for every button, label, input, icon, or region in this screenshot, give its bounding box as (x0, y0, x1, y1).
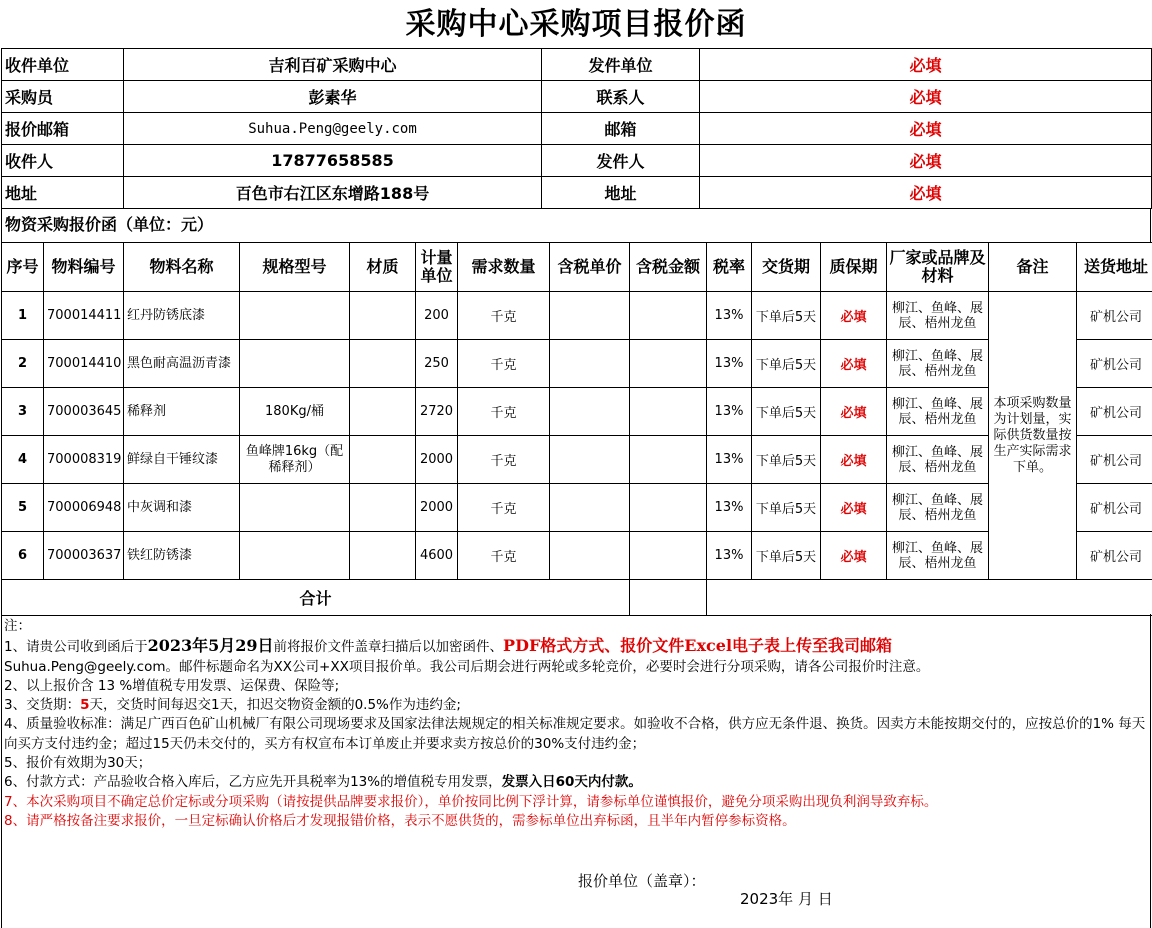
cell-empty (550, 340, 630, 388)
required-field: 必填 (700, 145, 1152, 177)
cell-brand: 柳江、鱼峰、展辰、梧州龙鱼 (887, 340, 989, 388)
cell-empty (630, 292, 707, 340)
info-label-2: 地址 (542, 177, 700, 209)
cell-tax: 13% (707, 532, 752, 580)
cell-name: 鲜绿自干锤纹漆 (124, 436, 240, 484)
cell-code: 700003637 (44, 532, 124, 580)
total-label: 合计 (2, 580, 630, 616)
total-amount (630, 580, 707, 616)
cell-spec: 180Kg/桶 (240, 388, 350, 436)
cell-warranty: 必填 (821, 484, 887, 532)
cell-empty (550, 436, 630, 484)
cell-code: 700014411 (44, 292, 124, 340)
table-row (2, 292, 1152, 340)
total-row (2, 580, 1152, 616)
column-header: 需求数量 (458, 243, 550, 292)
column-header: 交货期 (752, 243, 821, 292)
cell-tax: 13% (707, 484, 752, 532)
info-value: Suhua.Peng@geely.com (124, 113, 542, 145)
cell-no: 6 (2, 532, 44, 580)
cell-address: 矿机公司 (1077, 292, 1152, 340)
cell-no: 2 (2, 340, 44, 388)
info-label-2: 邮箱 (542, 113, 700, 145)
column-header: 送货地址 (1077, 243, 1152, 292)
cell-unit: 200 (416, 292, 458, 340)
signature-label: 报价单位（盖章）： (578, 872, 706, 890)
cell-brand: 柳江、鱼峰、展辰、梧州龙鱼 (887, 292, 989, 340)
column-header: 质保期 (821, 243, 887, 292)
page-title: 采购中心采购项目报价函 (405, 7, 747, 42)
cell-material (350, 436, 416, 484)
cell-empty (630, 388, 707, 436)
cell-delivery: 下单后5天 (752, 388, 821, 436)
cell-material (350, 388, 416, 436)
cell-qty: 千克 (458, 388, 550, 436)
table-row (2, 484, 1152, 532)
required-field: 必填 (700, 81, 1152, 113)
cell-tax: 13% (707, 340, 752, 388)
required-field: 必填 (700, 177, 1152, 209)
column-header: 计量单位 (416, 243, 458, 292)
cell-tax: 13% (707, 436, 752, 484)
remark-cell: 本项采购数量为计划量，实际供货数量按生产实际需求下单。 (989, 292, 1077, 580)
cell-no: 3 (2, 388, 44, 436)
total-rest (707, 580, 1152, 616)
info-row (2, 145, 1152, 177)
column-header: 税率 (707, 243, 752, 292)
cell-brand: 柳江、鱼峰、展辰、梧州龙鱼 (887, 532, 989, 580)
cell-warranty: 必填 (821, 436, 887, 484)
cell-no: 4 (2, 436, 44, 484)
cell-warranty: 必填 (821, 532, 887, 580)
cell-material (350, 340, 416, 388)
column-header: 序号 (2, 243, 44, 292)
cell-code: 700003645 (44, 388, 124, 436)
note-6: 6、付款方式：产品验收合格入库后，乙方应先开具税率为13%的增值税专用发票，发票入日60天内付款。 (4, 774, 642, 791)
info-row (2, 113, 1152, 145)
notes-block (1, 614, 1151, 928)
cell-no: 1 (2, 292, 44, 340)
info-table (1, 48, 1152, 209)
info-label: 收件单位 (2, 49, 124, 81)
cell-spec (240, 532, 350, 580)
cell-spec: 鱼峰牌16kg（配稀释剂） (240, 436, 350, 484)
column-header: 材质 (350, 243, 416, 292)
cell-spec (240, 340, 350, 388)
note-2: 2、以上报价含 13 %增值税专用发票、运保费、保险等; (4, 677, 340, 694)
cell-name: 中灰调和漆 (124, 484, 240, 532)
cell-empty (550, 292, 630, 340)
cell-spec (240, 292, 350, 340)
info-label: 采购员 (2, 81, 124, 113)
info-label: 地址 (2, 177, 124, 209)
column-header: 含税金额 (630, 243, 707, 292)
column-header: 物料编号 (44, 243, 124, 292)
info-label: 报价邮箱 (2, 113, 124, 145)
required-field: 必填 (700, 49, 1152, 81)
cell-qty: 千克 (458, 436, 550, 484)
note-7: 7、本次采购项目不确定总价定标或分项采购（请按提供品牌要求报价），单价按同比例下浮计算，请参标单位谨慎报价，避免分项采购出现负利润导致弃标。 (4, 793, 938, 810)
cell-qty: 千克 (458, 340, 550, 388)
cell-no: 5 (2, 484, 44, 532)
required-field: 必填 (700, 113, 1152, 145)
column-header: 规格型号 (240, 243, 350, 292)
cell-name: 红丹防锈底漆 (124, 292, 240, 340)
cell-delivery: 下单后5天 (752, 484, 821, 532)
note-8: 8、请严格按备注要求报价，一旦定标确认价格后才发现报错价格，表示不愿供货的，需参标单位出弃标函，且半年内暂停参标资格。 (4, 812, 796, 829)
date-line: 2023年 月 日 (740, 890, 833, 908)
table-header-row (2, 243, 1152, 292)
cell-tax: 13% (707, 292, 752, 340)
cell-address: 矿机公司 (1077, 436, 1152, 484)
cell-address: 矿机公司 (1077, 532, 1152, 580)
cell-qty: 千克 (458, 532, 550, 580)
cell-unit: 2720 (416, 388, 458, 436)
column-header: 物料名称 (124, 243, 240, 292)
cell-brand: 柳江、鱼峰、展辰、梧州龙鱼 (887, 388, 989, 436)
cell-material (350, 292, 416, 340)
cell-material (350, 532, 416, 580)
cell-code: 700008319 (44, 436, 124, 484)
cell-unit: 2000 (416, 436, 458, 484)
cell-warranty: 必填 (821, 388, 887, 436)
cell-warranty: 必填 (821, 340, 887, 388)
table-row (2, 340, 1152, 388)
cell-qty: 千克 (458, 292, 550, 340)
cell-tax: 13% (707, 388, 752, 436)
column-header: 厂家或品牌及材料 (887, 243, 989, 292)
section-title: 物资采购报价函（单位：元） (1, 208, 1151, 242)
cell-address: 矿机公司 (1077, 484, 1152, 532)
note-1: 1、请贵公司收到函后于2023年5月29日前将报价文件盖章扫描后以加密函件、PDF格式方式、报价文件Excel电子表上传至我司邮箱 (4, 636, 893, 656)
column-header: 备注 (989, 243, 1077, 292)
column-header: 含税单价 (550, 243, 630, 292)
cell-brand: 柳江、鱼峰、展辰、梧州龙鱼 (887, 484, 989, 532)
info-value: 17877658585 (124, 145, 542, 177)
cell-code: 700006948 (44, 484, 124, 532)
note-4: 4、质量验收标准：满足广西百色矿山机械厂有限公司现场要求及国家法律法规规定的相关标准规定要求。如验收不合格，供方应无条件退、换货。因卖方未能按期交付的，应按总价的1% 每天向买方支付违约金；超过15天仍未交付的，买方有权宣布本订单废止并要求卖方按总价的30%支付违约金； (4, 716, 1146, 752)
cell-delivery: 下单后5天 (752, 436, 821, 484)
note-1-cont: Suhua.Peng@geely.com。邮件标题命名为XX公司+XX项目报价单。我公司后期会进行两轮或多轮竞价，必要时会进行分项采购，请各公司报价时注意。 (4, 658, 930, 675)
cell-empty (630, 436, 707, 484)
cell-empty (630, 484, 707, 532)
info-value: 彭素华 (124, 81, 542, 113)
cell-warranty: 必填 (821, 292, 887, 340)
info-row (2, 177, 1152, 209)
info-value: 吉利百矿采购中心 (124, 49, 542, 81)
cell-delivery: 下单后5天 (752, 292, 821, 340)
info-row (2, 81, 1152, 113)
cell-code: 700014410 (44, 340, 124, 388)
cell-delivery: 下单后5天 (752, 532, 821, 580)
table-row (2, 388, 1152, 436)
cell-spec (240, 484, 350, 532)
info-label-2: 联系人 (542, 81, 700, 113)
info-row (2, 49, 1152, 81)
cell-name: 稀释剂 (124, 388, 240, 436)
cell-name: 铁红防锈漆 (124, 532, 240, 580)
cell-material (350, 484, 416, 532)
cell-unit: 4600 (416, 532, 458, 580)
cell-address: 矿机公司 (1077, 388, 1152, 436)
cell-empty (550, 532, 630, 580)
cell-empty (630, 340, 707, 388)
cell-unit: 250 (416, 340, 458, 388)
cell-unit: 2000 (416, 484, 458, 532)
cell-delivery: 下单后5天 (752, 340, 821, 388)
cell-brand: 柳江、鱼峰、展辰、梧州龙鱼 (887, 436, 989, 484)
notes-head: 注： (4, 618, 31, 634)
info-value: 百色市右江区东增路188号 (124, 177, 542, 209)
note-3: 3、交货期：5天，交货时间每迟交1天，扣迟交物资金额的0.5%作为违约金; (4, 697, 461, 714)
cell-empty (550, 388, 630, 436)
info-label-2: 发件人 (542, 145, 700, 177)
info-label-2: 发件单位 (542, 49, 700, 81)
info-label: 收件人 (2, 145, 124, 177)
cell-empty (550, 484, 630, 532)
items-table (1, 242, 1152, 616)
cell-empty (630, 532, 707, 580)
table-row (2, 436, 1152, 484)
note-5: 5、报价有效期为30天； (4, 755, 152, 772)
table-row (2, 532, 1152, 580)
cell-name: 黑色耐高温沥青漆 (124, 340, 240, 388)
cell-address: 矿机公司 (1077, 340, 1152, 388)
cell-qty: 千克 (458, 484, 550, 532)
